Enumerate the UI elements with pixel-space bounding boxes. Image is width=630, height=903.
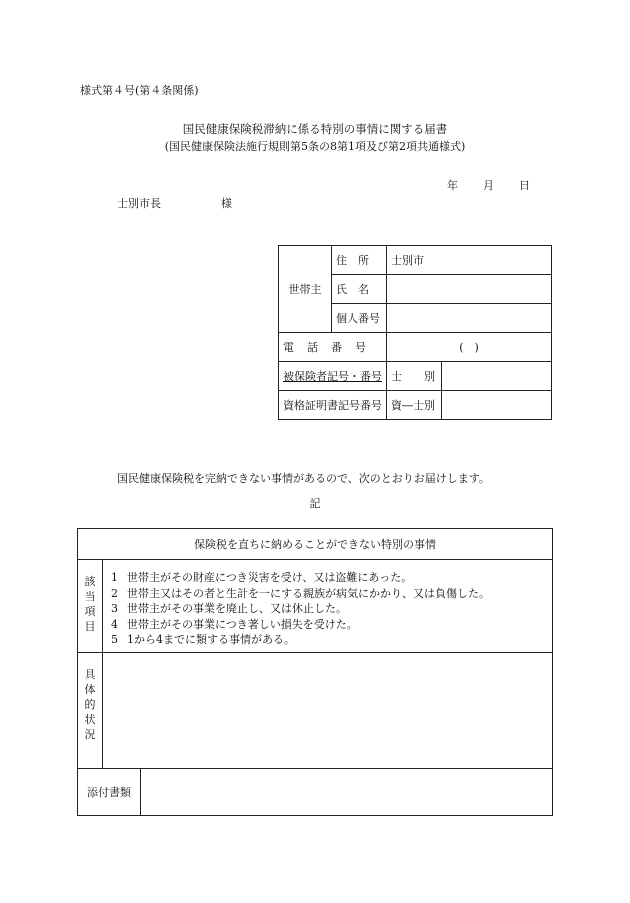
special-circumstances-table <box>77 528 553 816</box>
attachments-row <box>78 769 553 816</box>
item-text: 世帯主又はその者と生計を一にする親族が病気にかかり、又は負傷した。 <box>127 586 490 600</box>
cert-prefix: 資―士別 <box>387 391 442 420</box>
situation-label-text: 具 体 的 状 況 <box>84 668 96 741</box>
attachments-field[interactable] <box>141 769 553 815</box>
item-text: 1から4までに類する事情がある。 <box>127 633 295 646</box>
notice-text: 国民健康保険税を完納できない事情があるので、次のとおりお届けします。 <box>117 472 490 485</box>
item-number: 1 <box>111 571 118 584</box>
cert-number-label: 資格証明書記号番号 <box>279 391 387 420</box>
address-label: 住 所 <box>332 246 387 275</box>
phone-label: 電話番号 <box>279 333 387 362</box>
addressee-honorific: 様 <box>221 197 232 210</box>
cert-number-field[interactable] <box>442 391 552 420</box>
item-number: 4 <box>111 617 118 631</box>
date-year: 年 <box>447 179 458 192</box>
table-header: 保険税を直ちに納めることができない特別の事情 <box>78 529 553 560</box>
item-number: 5 <box>111 633 118 646</box>
attachments-inner <box>78 769 552 815</box>
attachments-label: 添付書類 <box>78 769 141 815</box>
situation-field[interactable] <box>103 653 553 769</box>
document-title: 国民健康保険税滞納に係る特別の事情に関する届書 <box>182 122 448 136</box>
insured-number-label-text: 被保険者記号・番号 <box>283 370 382 383</box>
householder-label: 世帯主 <box>279 246 332 333</box>
item-text: 世帯主がその事業につき著しい損失を受けた。 <box>127 617 358 631</box>
address-field[interactable]: 士別市 <box>387 246 552 275</box>
ki-marker: 記 <box>309 497 321 510</box>
phone-field[interactable]: ( ) <box>387 333 552 362</box>
applicable-items-list <box>103 560 553 653</box>
form-number: 様式第４号(第４条関係) <box>80 84 199 97</box>
list-item[interactable] <box>111 586 552 602</box>
name-field[interactable] <box>387 275 552 304</box>
insured-prefix: 士 別 <box>387 362 442 391</box>
document-subtitle: (国民健康保険法施行規則第5条の8第1項及び第2項共通様式) <box>164 140 466 153</box>
date-day: 日 <box>519 179 530 192</box>
date-month: 月 <box>483 179 494 192</box>
applicable-items-label <box>78 560 103 653</box>
personal-number-label: 個人番号 <box>332 304 387 333</box>
list-item[interactable] <box>111 617 552 633</box>
applicable-items-label-text: 該 当 項 目 <box>84 575 96 633</box>
item-number: 2 <box>111 586 118 600</box>
personal-number-field[interactable] <box>387 304 552 333</box>
addressee <box>117 195 232 211</box>
date-line <box>447 177 530 193</box>
item-text: 世帯主がその財産につき災害を受け、又は盗難にあった。 <box>127 571 413 584</box>
item-text: 世帯主がその事業を廃止し、又は休止した。 <box>127 602 347 615</box>
list-item[interactable] <box>111 632 552 648</box>
situation-label <box>78 653 103 769</box>
list-item[interactable] <box>111 570 552 586</box>
list-item[interactable] <box>111 601 552 617</box>
addressee-name: 士別市長 <box>117 197 161 210</box>
insured-number-field[interactable] <box>442 362 552 391</box>
insured-number-label <box>279 362 387 391</box>
item-number: 3 <box>111 602 118 615</box>
applicant-info-table <box>278 245 552 420</box>
name-label: 氏 名 <box>332 275 387 304</box>
